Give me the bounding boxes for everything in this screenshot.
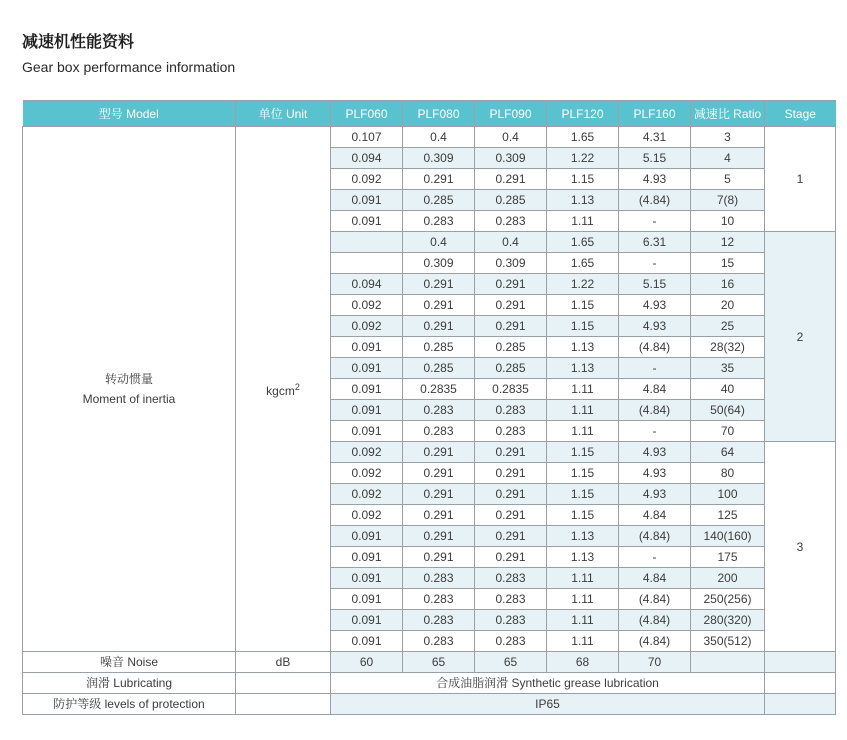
ratio-cell: 50(64) <box>691 400 765 421</box>
inertia-label-en: Moment of inertia <box>82 392 176 406</box>
page-title-en: Gear box performance information <box>22 59 236 75</box>
footer-rows <box>23 652 836 715</box>
header-plf060: PLF060 <box>331 101 403 127</box>
noise-value: 70 <box>619 652 691 673</box>
value-cell: 1.22 <box>547 274 619 295</box>
ratio-cell: 100 <box>691 484 765 505</box>
value-cell: 0.291 <box>403 484 475 505</box>
ratio-cell: 175 <box>691 547 765 568</box>
value-cell: 0.283 <box>403 610 475 631</box>
value-cell: 0.283 <box>475 421 547 442</box>
noise-row <box>23 652 836 673</box>
ratio-cell: 20 <box>691 295 765 316</box>
value-cell: 1.15 <box>547 295 619 316</box>
value-cell: 0.092 <box>331 169 403 190</box>
header-plf080: PLF080 <box>403 101 475 127</box>
value-cell: 1.15 <box>547 316 619 337</box>
value-cell: 0.291 <box>403 169 475 190</box>
ratio-cell: 70 <box>691 421 765 442</box>
value-cell: 0.285 <box>475 190 547 211</box>
protection-row <box>23 694 836 715</box>
value-cell: 0.309 <box>403 253 475 274</box>
value-cell <box>331 253 403 274</box>
ratio-cell: 250(256) <box>691 589 765 610</box>
value-cell: 0.4 <box>403 127 475 148</box>
performance-table <box>22 100 836 715</box>
value-cell: 6.31 <box>619 232 691 253</box>
value-cell: 0.285 <box>403 337 475 358</box>
value-cell: 0.291 <box>475 505 547 526</box>
ratio-cell: 40 <box>691 379 765 400</box>
ratio-cell: 25 <box>691 316 765 337</box>
noise-label: 噪音 Noise <box>23 652 236 673</box>
value-cell: 0.2835 <box>403 379 475 400</box>
lubricating-value: 合成油脂润滑 Synthetic grease lubrication <box>331 673 765 694</box>
value-cell: 1.15 <box>547 442 619 463</box>
inertia-unit-cell <box>236 127 331 652</box>
value-cell: 0.291 <box>475 274 547 295</box>
header-plf160: PLF160 <box>619 101 691 127</box>
value-cell: 0.283 <box>475 610 547 631</box>
value-cell <box>331 232 403 253</box>
value-cell: - <box>619 358 691 379</box>
ratio-cell: 280(320) <box>691 610 765 631</box>
value-cell: 0.091 <box>331 190 403 211</box>
header-unit: 单位 Unit <box>236 101 331 127</box>
protection-unit <box>236 694 331 715</box>
value-cell: (4.84) <box>619 337 691 358</box>
value-cell: 0.092 <box>331 442 403 463</box>
value-cell: 0.283 <box>475 589 547 610</box>
value-cell: 4.84 <box>619 379 691 400</box>
value-cell: 0.283 <box>403 568 475 589</box>
value-cell: 4.84 <box>619 568 691 589</box>
header-plf120: PLF120 <box>547 101 619 127</box>
value-cell: 0.107 <box>331 127 403 148</box>
value-cell: 0.091 <box>331 379 403 400</box>
value-cell: 1.65 <box>547 127 619 148</box>
inertia-label-zh: 转动惯量 <box>104 372 153 386</box>
value-cell: 0.291 <box>403 547 475 568</box>
ratio-cell: 16 <box>691 274 765 295</box>
value-cell: - <box>619 421 691 442</box>
value-cell: 0.291 <box>403 316 475 337</box>
value-cell: 0.091 <box>331 400 403 421</box>
protection-value: IP65 <box>331 694 765 715</box>
value-cell: 0.291 <box>403 463 475 484</box>
value-cell: 0.092 <box>331 484 403 505</box>
value-cell: 0.291 <box>403 505 475 526</box>
value-cell: 0.291 <box>403 295 475 316</box>
value-cell: 0.092 <box>331 463 403 484</box>
value-cell: 0.091 <box>331 610 403 631</box>
protection-stage-cell <box>765 694 836 715</box>
value-cell: 0.091 <box>331 526 403 547</box>
stage-cell: 1 <box>765 127 836 232</box>
value-cell: 0.283 <box>475 631 547 652</box>
ratio-cell: 80 <box>691 463 765 484</box>
value-cell: 0.092 <box>331 295 403 316</box>
value-cell: 1.15 <box>547 484 619 505</box>
value-cell: 0.283 <box>403 211 475 232</box>
value-cell: 1.11 <box>547 379 619 400</box>
noise-value: 65 <box>403 652 475 673</box>
ratio-cell: 12 <box>691 232 765 253</box>
value-cell: 1.13 <box>547 526 619 547</box>
ratio-cell: 7(8) <box>691 190 765 211</box>
value-cell: 0.291 <box>403 442 475 463</box>
value-cell: (4.84) <box>619 610 691 631</box>
ratio-cell: 4 <box>691 148 765 169</box>
value-cell: 0.285 <box>475 358 547 379</box>
inertia-unit-sup: 2 <box>294 382 300 392</box>
value-cell: 1.11 <box>547 211 619 232</box>
ratio-cell: 5 <box>691 169 765 190</box>
value-cell: 0.285 <box>403 190 475 211</box>
value-cell: 5.15 <box>619 274 691 295</box>
inertia-unit: kgcm <box>266 384 295 398</box>
value-cell: 0.291 <box>403 526 475 547</box>
value-cell: 0.291 <box>475 526 547 547</box>
value-cell: 0.291 <box>475 463 547 484</box>
value-cell: 0.283 <box>403 589 475 610</box>
value-cell: 4.93 <box>619 442 691 463</box>
value-cell: (4.84) <box>619 526 691 547</box>
value-cell: (4.84) <box>619 589 691 610</box>
value-cell: 4.93 <box>619 463 691 484</box>
value-cell: 1.15 <box>547 505 619 526</box>
inertia-rows <box>23 127 836 652</box>
value-cell: 0.283 <box>475 400 547 421</box>
value-cell: 0.283 <box>475 568 547 589</box>
noise-value: 60 <box>331 652 403 673</box>
value-cell: 0.283 <box>403 631 475 652</box>
value-cell: 1.22 <box>547 148 619 169</box>
value-cell: 0.4 <box>403 232 475 253</box>
protection-label: 防护等级 levels of protection <box>23 694 236 715</box>
value-cell: 0.091 <box>331 589 403 610</box>
value-cell: 1.13 <box>547 358 619 379</box>
value-cell: 0.283 <box>403 400 475 421</box>
value-cell: 0.283 <box>475 211 547 232</box>
value-cell: 1.11 <box>547 400 619 421</box>
value-cell: - <box>619 547 691 568</box>
value-cell: 0.285 <box>403 358 475 379</box>
value-cell: 1.11 <box>547 568 619 589</box>
value-cell: 4.93 <box>619 484 691 505</box>
value-cell: 1.11 <box>547 610 619 631</box>
value-cell: 0.091 <box>331 568 403 589</box>
ratio-cell: 125 <box>691 505 765 526</box>
value-cell: 1.11 <box>547 589 619 610</box>
ratio-cell: 35 <box>691 358 765 379</box>
noise-ratio-cell <box>691 652 765 673</box>
value-cell: 0.2835 <box>475 379 547 400</box>
value-cell: 4.84 <box>619 505 691 526</box>
value-cell: 0.309 <box>403 148 475 169</box>
value-cell: (4.84) <box>619 190 691 211</box>
noise-stage-cell <box>765 652 836 673</box>
value-cell: 1.13 <box>547 190 619 211</box>
value-cell: 1.11 <box>547 631 619 652</box>
value-cell: 0.091 <box>331 337 403 358</box>
lubricating-unit <box>236 673 331 694</box>
value-cell: 1.65 <box>547 253 619 274</box>
value-cell: 0.291 <box>403 274 475 295</box>
value-cell: 1.65 <box>547 232 619 253</box>
value-cell: - <box>619 211 691 232</box>
ratio-cell: 3 <box>691 127 765 148</box>
value-cell: 0.291 <box>475 169 547 190</box>
inertia-label-cell <box>23 127 236 652</box>
stage-cell: 3 <box>765 442 836 652</box>
value-cell: 0.291 <box>475 316 547 337</box>
value-cell: 1.15 <box>547 463 619 484</box>
value-cell: 0.091 <box>331 358 403 379</box>
lubricating-label: 润滑 Lubricating <box>23 673 236 694</box>
ratio-cell: 200 <box>691 568 765 589</box>
header-stage: Stage <box>765 101 836 127</box>
stage-cell: 2 <box>765 232 836 442</box>
page-title-zh: 减速机性能资料 <box>22 34 135 51</box>
value-cell: 5.15 <box>619 148 691 169</box>
value-cell: 0.309 <box>475 148 547 169</box>
value-cell: 0.291 <box>475 442 547 463</box>
value-cell: - <box>619 253 691 274</box>
value-cell: 1.13 <box>547 547 619 568</box>
value-cell: 4.93 <box>619 169 691 190</box>
noise-value: 68 <box>547 652 619 673</box>
lubricating-row <box>23 673 836 694</box>
value-cell: 0.291 <box>475 295 547 316</box>
noise-unit: dB <box>236 652 331 673</box>
value-cell: 0.4 <box>475 232 547 253</box>
value-cell: 0.092 <box>331 316 403 337</box>
ratio-cell: 140(160) <box>691 526 765 547</box>
value-cell: 0.091 <box>331 421 403 442</box>
value-cell: 0.285 <box>475 337 547 358</box>
value-cell: 1.11 <box>547 421 619 442</box>
value-cell: 1.15 <box>547 169 619 190</box>
value-cell: 0.4 <box>475 127 547 148</box>
ratio-cell: 15 <box>691 253 765 274</box>
header-plf090: PLF090 <box>475 101 547 127</box>
noise-value: 65 <box>475 652 547 673</box>
ratio-cell: 28(32) <box>691 337 765 358</box>
value-cell: 0.309 <box>475 253 547 274</box>
inertia-row <box>23 127 836 148</box>
header-ratio: 减速比 Ratio <box>691 101 765 127</box>
value-cell: (4.84) <box>619 400 691 421</box>
value-cell: 0.291 <box>475 547 547 568</box>
value-cell: 0.291 <box>475 484 547 505</box>
value-cell: 0.283 <box>403 421 475 442</box>
ratio-cell: 64 <box>691 442 765 463</box>
lubricating-stage-cell <box>765 673 836 694</box>
value-cell: 0.091 <box>331 631 403 652</box>
value-cell: 0.094 <box>331 274 403 295</box>
value-cell: 0.094 <box>331 148 403 169</box>
value-cell: 4.31 <box>619 127 691 148</box>
value-cell: 0.092 <box>331 505 403 526</box>
value-cell: 0.091 <box>331 211 403 232</box>
ratio-cell: 350(512) <box>691 631 765 652</box>
value-cell: 1.13 <box>547 337 619 358</box>
header-model: 型号 Model <box>23 101 236 127</box>
header-row <box>23 101 836 127</box>
value-cell: 4.93 <box>619 316 691 337</box>
value-cell: 4.93 <box>619 295 691 316</box>
ratio-cell: 10 <box>691 211 765 232</box>
value-cell: 0.091 <box>331 547 403 568</box>
value-cell: (4.84) <box>619 631 691 652</box>
